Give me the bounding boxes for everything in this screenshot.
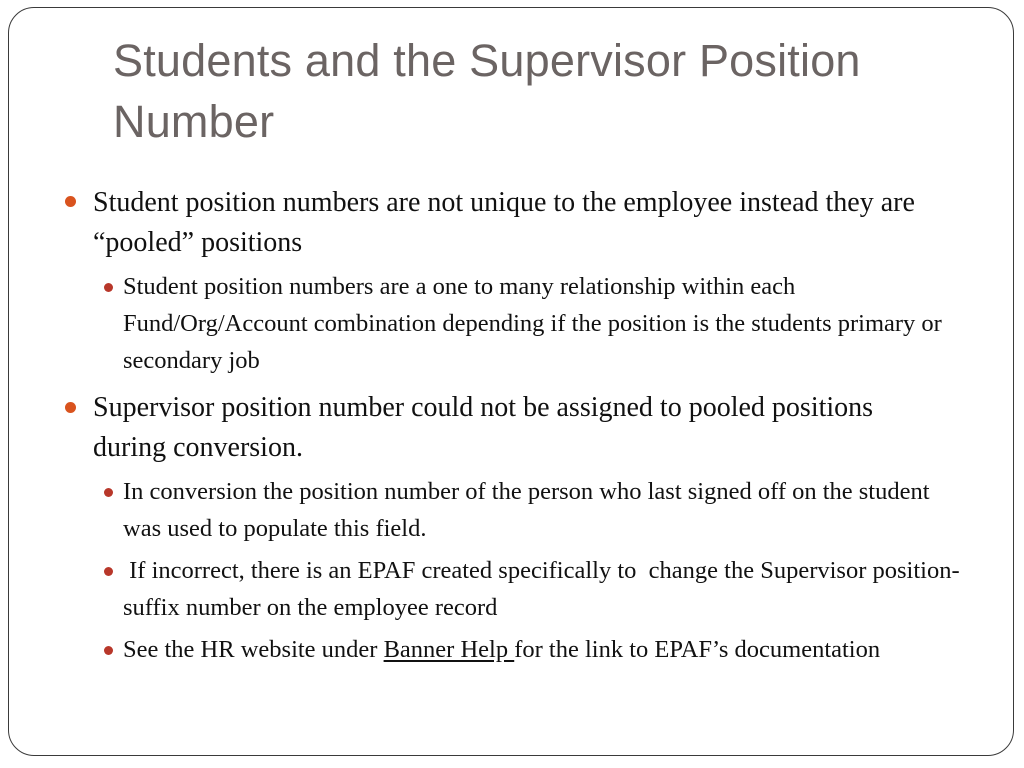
- sub-bullet-one-to-many: Student position numbers are a one to many relationship within each Fund/Org/Account combination depending if the position is the students primary or secondary job: [123, 273, 942, 374]
- bullet-student-position-numbers: Student position numbers are not unique to the employee instead they are “pooled” positions: [93, 187, 915, 258]
- sub-bullet-dot-icon: [104, 646, 113, 655]
- banner-help-link[interactable]: Banner Help: [383, 636, 515, 663]
- sub-bullet-dot-icon: [104, 488, 113, 497]
- bullet-dot-icon: [65, 402, 76, 413]
- sub-bullet-conversion: In conversion the position number of the person who last signed off on the student was used to populate this field.: [123, 478, 930, 542]
- bullet-dot-icon: [65, 196, 76, 207]
- sub-bullet-dot-icon: [104, 283, 113, 292]
- sub-bullet-hr-website: [123, 631, 963, 668]
- hr-website-text-before: See the HR website under: [123, 636, 384, 663]
- bullet-supervisor-position-number: Supervisor position number could not be assigned to pooled positions during conversion.: [93, 392, 874, 463]
- slide-title: Students and the Supervisor Position Number: [113, 35, 861, 147]
- hr-website-text-after: for the link to EPAF’s documentation: [514, 636, 881, 663]
- sub-bullet-epaf: If incorrect, there is an EPAF created specifically to change the Supervisor position-suffix number on the employee record: [123, 557, 960, 621]
- sub-bullet-dot-icon: [104, 567, 113, 576]
